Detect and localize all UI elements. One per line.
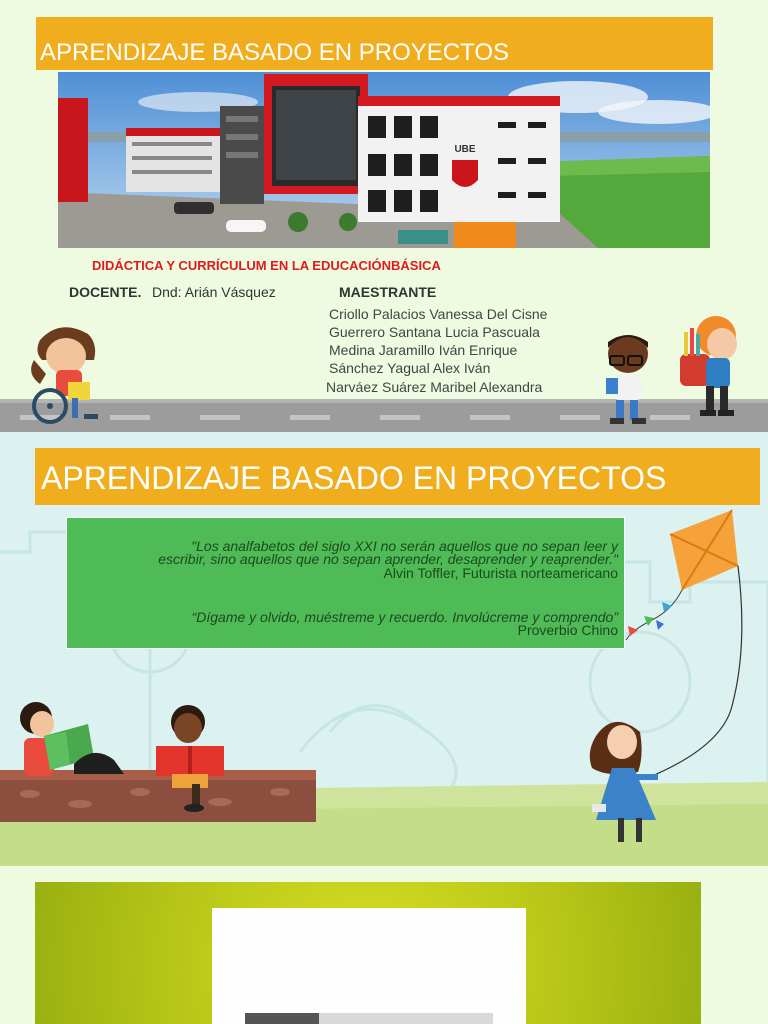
boy-reading-red-book-illustration: [150, 702, 234, 812]
maestrante-label: MAESTRANTE: [339, 284, 437, 300]
slide-3: [0, 866, 768, 1024]
slide-2-title: APRENDIZAJE BASADO EN PROYECTOS: [35, 448, 760, 505]
boy-glasses-illustration: [598, 332, 660, 428]
slide-1: [0, 0, 768, 432]
student-name: Medina Jaramillo Iván Enrique: [329, 342, 518, 358]
slide-2: [0, 432, 768, 866]
quote-1-line-1: "Los analfabetos del siglo XXI no serán aquellos que no sepan leer y: [191, 538, 618, 554]
course-subtitle: DIDÁCTICA Y CURRÍCULUM EN LA EDUCACIÓNBÁSICA: [92, 258, 441, 273]
docente-name: Dnd: Arián Vásquez: [152, 284, 276, 300]
student-name: Guerrero Santana Lucia Pascuala: [329, 324, 540, 340]
quote-2: “Dígame y olvido, muéstreme y recuerdo. Involúcreme y comprendo”: [191, 609, 618, 625]
boy-reading-green-book-illustration: [14, 698, 134, 782]
building-sign: UBE: [454, 144, 476, 155]
quote-1-author: Alvin Toffler, Futurista norteamericano: [383, 565, 618, 581]
student-name: Criollo Palacios Vanessa Del Cisne: [329, 306, 548, 322]
girl-flying-kite-illustration: [578, 712, 678, 852]
progress-strip-fill: [245, 1013, 319, 1024]
quote-2-author: Proverbio Chino: [517, 622, 618, 638]
university-building-photo: [58, 72, 710, 248]
student-name: Narváez Suárez Maribel Alexandra: [326, 379, 543, 395]
student-name: Sánchez Yagual Alex Iván: [329, 360, 491, 376]
girl-wheelchair-illustration: [26, 320, 110, 424]
white-card: [212, 908, 526, 1024]
docente-label: DOCENTE.: [69, 284, 142, 300]
quote-1-line-2: escribir, sino aquellos que no sepan aprender, desaprender y reaprender.": [158, 551, 618, 567]
redhead-boy-backpack-illustration: [676, 310, 748, 420]
quote-box: [66, 517, 625, 649]
slide-1-title: APRENDIZAJE BASADO EN PROYECTOS: [36, 17, 713, 70]
